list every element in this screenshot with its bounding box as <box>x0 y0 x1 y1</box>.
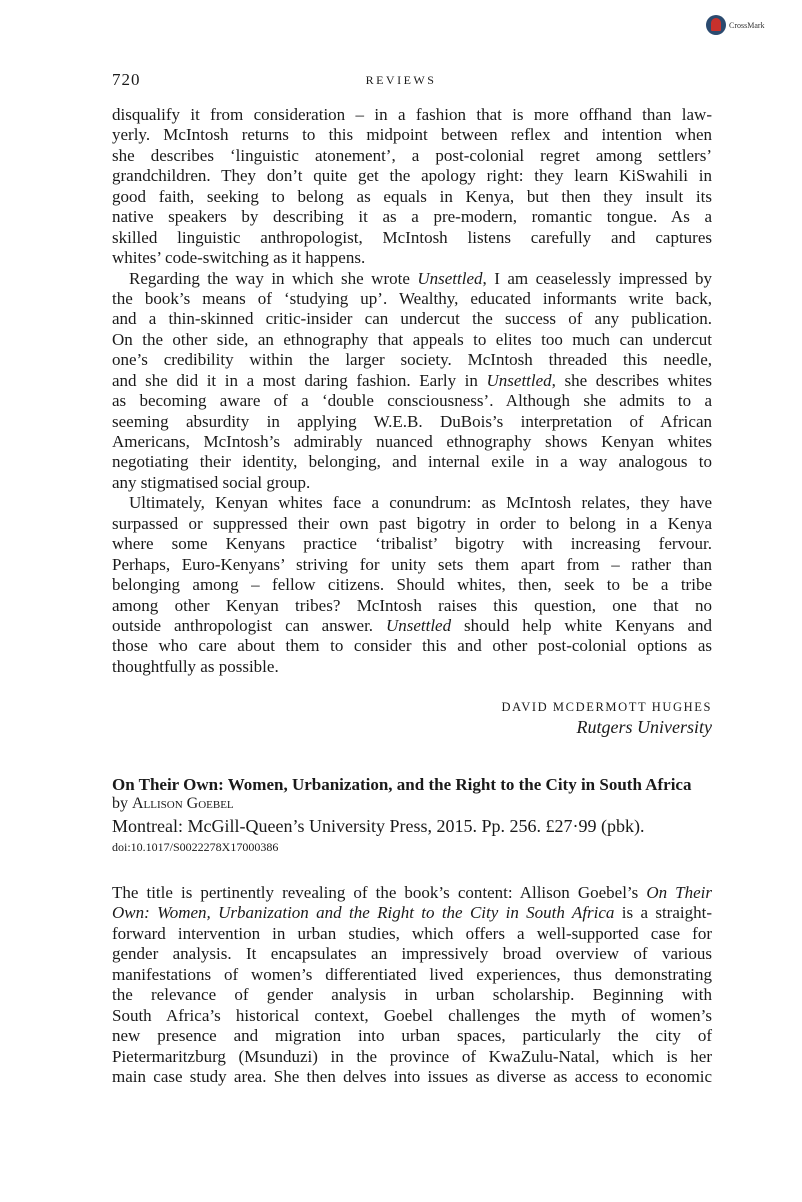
text-line <box>112 289 712 309</box>
text-line <box>112 616 712 636</box>
text-segment: On the other side, an ethnography that appeals to elites too much can undercut <box>112 329 712 349</box>
text-segment: as becoming aware of a ‘double consciousness’. Although she admits to a <box>112 391 712 411</box>
text-segment: those who care about them to consider this and other post-colonial options as <box>112 636 712 656</box>
by-label: by <box>112 795 128 812</box>
text-line <box>112 309 712 329</box>
text-line <box>112 944 712 964</box>
italic-text: Unsettled <box>385 615 452 635</box>
text-line <box>112 965 712 985</box>
text-segment: South Africa’s historical context, Goebel challenges the myth of women’s <box>112 1005 712 1025</box>
text-segment: forward intervention in urban studies, which offers a well-supported case for <box>112 923 712 943</box>
text-segment: The title is pertinently revealing of the book’s content: Allison Goebel’s <box>112 883 647 902</box>
text-line <box>112 452 712 472</box>
text-line <box>112 207 712 227</box>
text-line <box>112 883 712 903</box>
text-segment: outside anthropologist can answer. <box>112 615 386 635</box>
reviewer-name: DAVID MCDERMOTT HUGHES <box>501 700 712 714</box>
running-title: REVIEWS <box>365 73 437 87</box>
text-line <box>112 1047 712 1067</box>
text-segment: manifestations of women’s differentiated lived experiences, thus demonstrating <box>112 964 712 984</box>
text-segment: the relevance of gender analysis in urban scholarship. Beginning with <box>112 985 712 1005</box>
italic-text: Unsettled <box>417 268 483 288</box>
text-segment: among other Kenyan tribes? McIntosh raises this question, one that no <box>112 595 712 615</box>
text-line <box>112 146 712 166</box>
text-line <box>112 514 712 534</box>
text-line <box>112 248 712 268</box>
text-segment: Americans, McIntosh’s admirably nuanced ethnography shows Kenyan whites <box>112 432 712 451</box>
crossmark-icon <box>706 15 726 35</box>
text-line <box>112 166 712 186</box>
review-body <box>112 883 712 1087</box>
text-segment: the book’s means of ‘studying up’. Wealthy, educated informants write back, <box>112 288 712 308</box>
text-line <box>112 555 712 575</box>
italic-text: On Their <box>646 883 712 902</box>
text-segment: native speakers by describing it as a pre-modern, romantic tongue. As a <box>112 207 712 227</box>
reviewer-affiliation: Rutgers University <box>576 717 712 737</box>
text-segment: disqualify it from consideration – in a fashion that is more offhand than law- <box>112 105 712 124</box>
text-line <box>112 473 712 493</box>
text-line <box>112 391 712 411</box>
text-segment: Regarding the way in which she wrote <box>129 268 418 288</box>
text-segment: new presence and migration into urban spaces, particularly the city of <box>112 1026 712 1046</box>
italic-text: Unsettled <box>486 370 552 390</box>
text-line <box>112 1006 712 1026</box>
text-segment: Ultimately, Kenyan whites face a conundrum: as McIntosh relates, they have <box>129 493 712 513</box>
text-segment: thoughtfully as possible. <box>112 656 279 676</box>
text-segment: good faith, seeking to belong as equals in Kenya, but then they insult its <box>112 186 712 206</box>
text-segment: Pietermaritzburg (Msunduzi) in the province of KwaZulu-Natal, which is her <box>112 1046 712 1066</box>
text-line <box>112 596 712 616</box>
text-line <box>112 412 712 432</box>
doi: doi:10.1017/S0022278X17000386 <box>112 840 279 854</box>
text-line <box>112 330 712 350</box>
text-line <box>112 187 712 207</box>
text-segment: and a thin-skinned critic-insider can undercut the success of any publication. <box>112 309 712 329</box>
text-line <box>112 636 712 656</box>
text-line <box>112 350 712 370</box>
review-body <box>112 105 712 677</box>
text-segment: negotiating their identity, belonging, and internal exile in a way analogous to <box>112 452 712 472</box>
book-author-line <box>112 795 234 813</box>
crossmark-label: CrossMark <box>729 20 765 30</box>
book-publication: Montreal: McGill-Queen’s University Press, 2015. Pp. 256. £27·99 (pbk). <box>112 816 645 836</box>
text-line <box>112 105 712 125</box>
text-segment: gender analysis. It encapsulates an impressively broad overview of various <box>112 944 712 964</box>
text-line <box>112 1067 712 1087</box>
text-line <box>112 924 712 944</box>
text-segment: seeming absurdity in applying W.E.B. DuBois’s interpretation of African <box>112 411 712 431</box>
text-segment: one’s credibility within the larger society. McIntosh threaded this needle, <box>112 350 712 370</box>
text-segment: whites’ code-switching as it happens. <box>112 248 366 268</box>
text-segment: should help white Kenyans and <box>451 615 712 635</box>
text-segment: , I am ceaselessly impressed by <box>482 268 712 288</box>
text-segment: skilled linguistic anthropologist, McIntosh listens carefully and captures <box>112 227 712 247</box>
text-line <box>112 371 712 391</box>
text-line <box>112 432 712 452</box>
text-segment: any stigmatised social group. <box>112 472 311 492</box>
text-line <box>112 985 712 1005</box>
text-segment: where some Kenyans practice ‘tribalist’ bigotry with increasing fervour. <box>112 534 712 554</box>
text-segment: , she describes whites <box>551 370 712 390</box>
text-line <box>112 125 712 145</box>
text-line <box>112 657 712 677</box>
text-line <box>112 1026 712 1046</box>
page-number: 720 <box>112 70 141 89</box>
text-line <box>112 269 712 289</box>
text-line <box>112 534 712 554</box>
text-segment: belonging among – fellow citizens. Should whites, then, seek to be a tribe <box>112 575 712 595</box>
text-line <box>112 228 712 248</box>
text-segment: she describes ‘linguistic atonement’, a post-colonial regret among settlers’ <box>112 145 712 165</box>
text-segment: and she did it in a most daring fashion. Early in <box>112 370 487 390</box>
italic-text: Own: Women, Urbanization and the Right to the City in South Africa <box>112 903 615 923</box>
text-segment: grandchildren. They don’t quite get the apology right: they learn KiSwahili in <box>112 166 712 186</box>
text-line <box>112 903 712 923</box>
text-segment: surpassed or suppressed their own past bigotry in order to belong in a Kenya <box>112 513 712 533</box>
text-segment: is a straight- <box>614 903 712 923</box>
text-segment: main case study area. She then delves into issues as diverse as access to economic <box>112 1066 712 1086</box>
text-line <box>112 493 712 513</box>
book-author: Allison Goebel <box>132 795 234 812</box>
text-segment: yerly. McIntosh returns to this midpoint between reflex and intention when <box>112 125 712 145</box>
text-segment: Perhaps, Euro-Kenyans’ striving for unity sets them apart from – rather than <box>112 554 712 574</box>
crossmark-badge[interactable] <box>706 15 765 35</box>
text-line <box>112 575 712 595</box>
book-title: On Their Own: Women, Urbanization, and the Right to the City in South Africa <box>112 775 692 794</box>
